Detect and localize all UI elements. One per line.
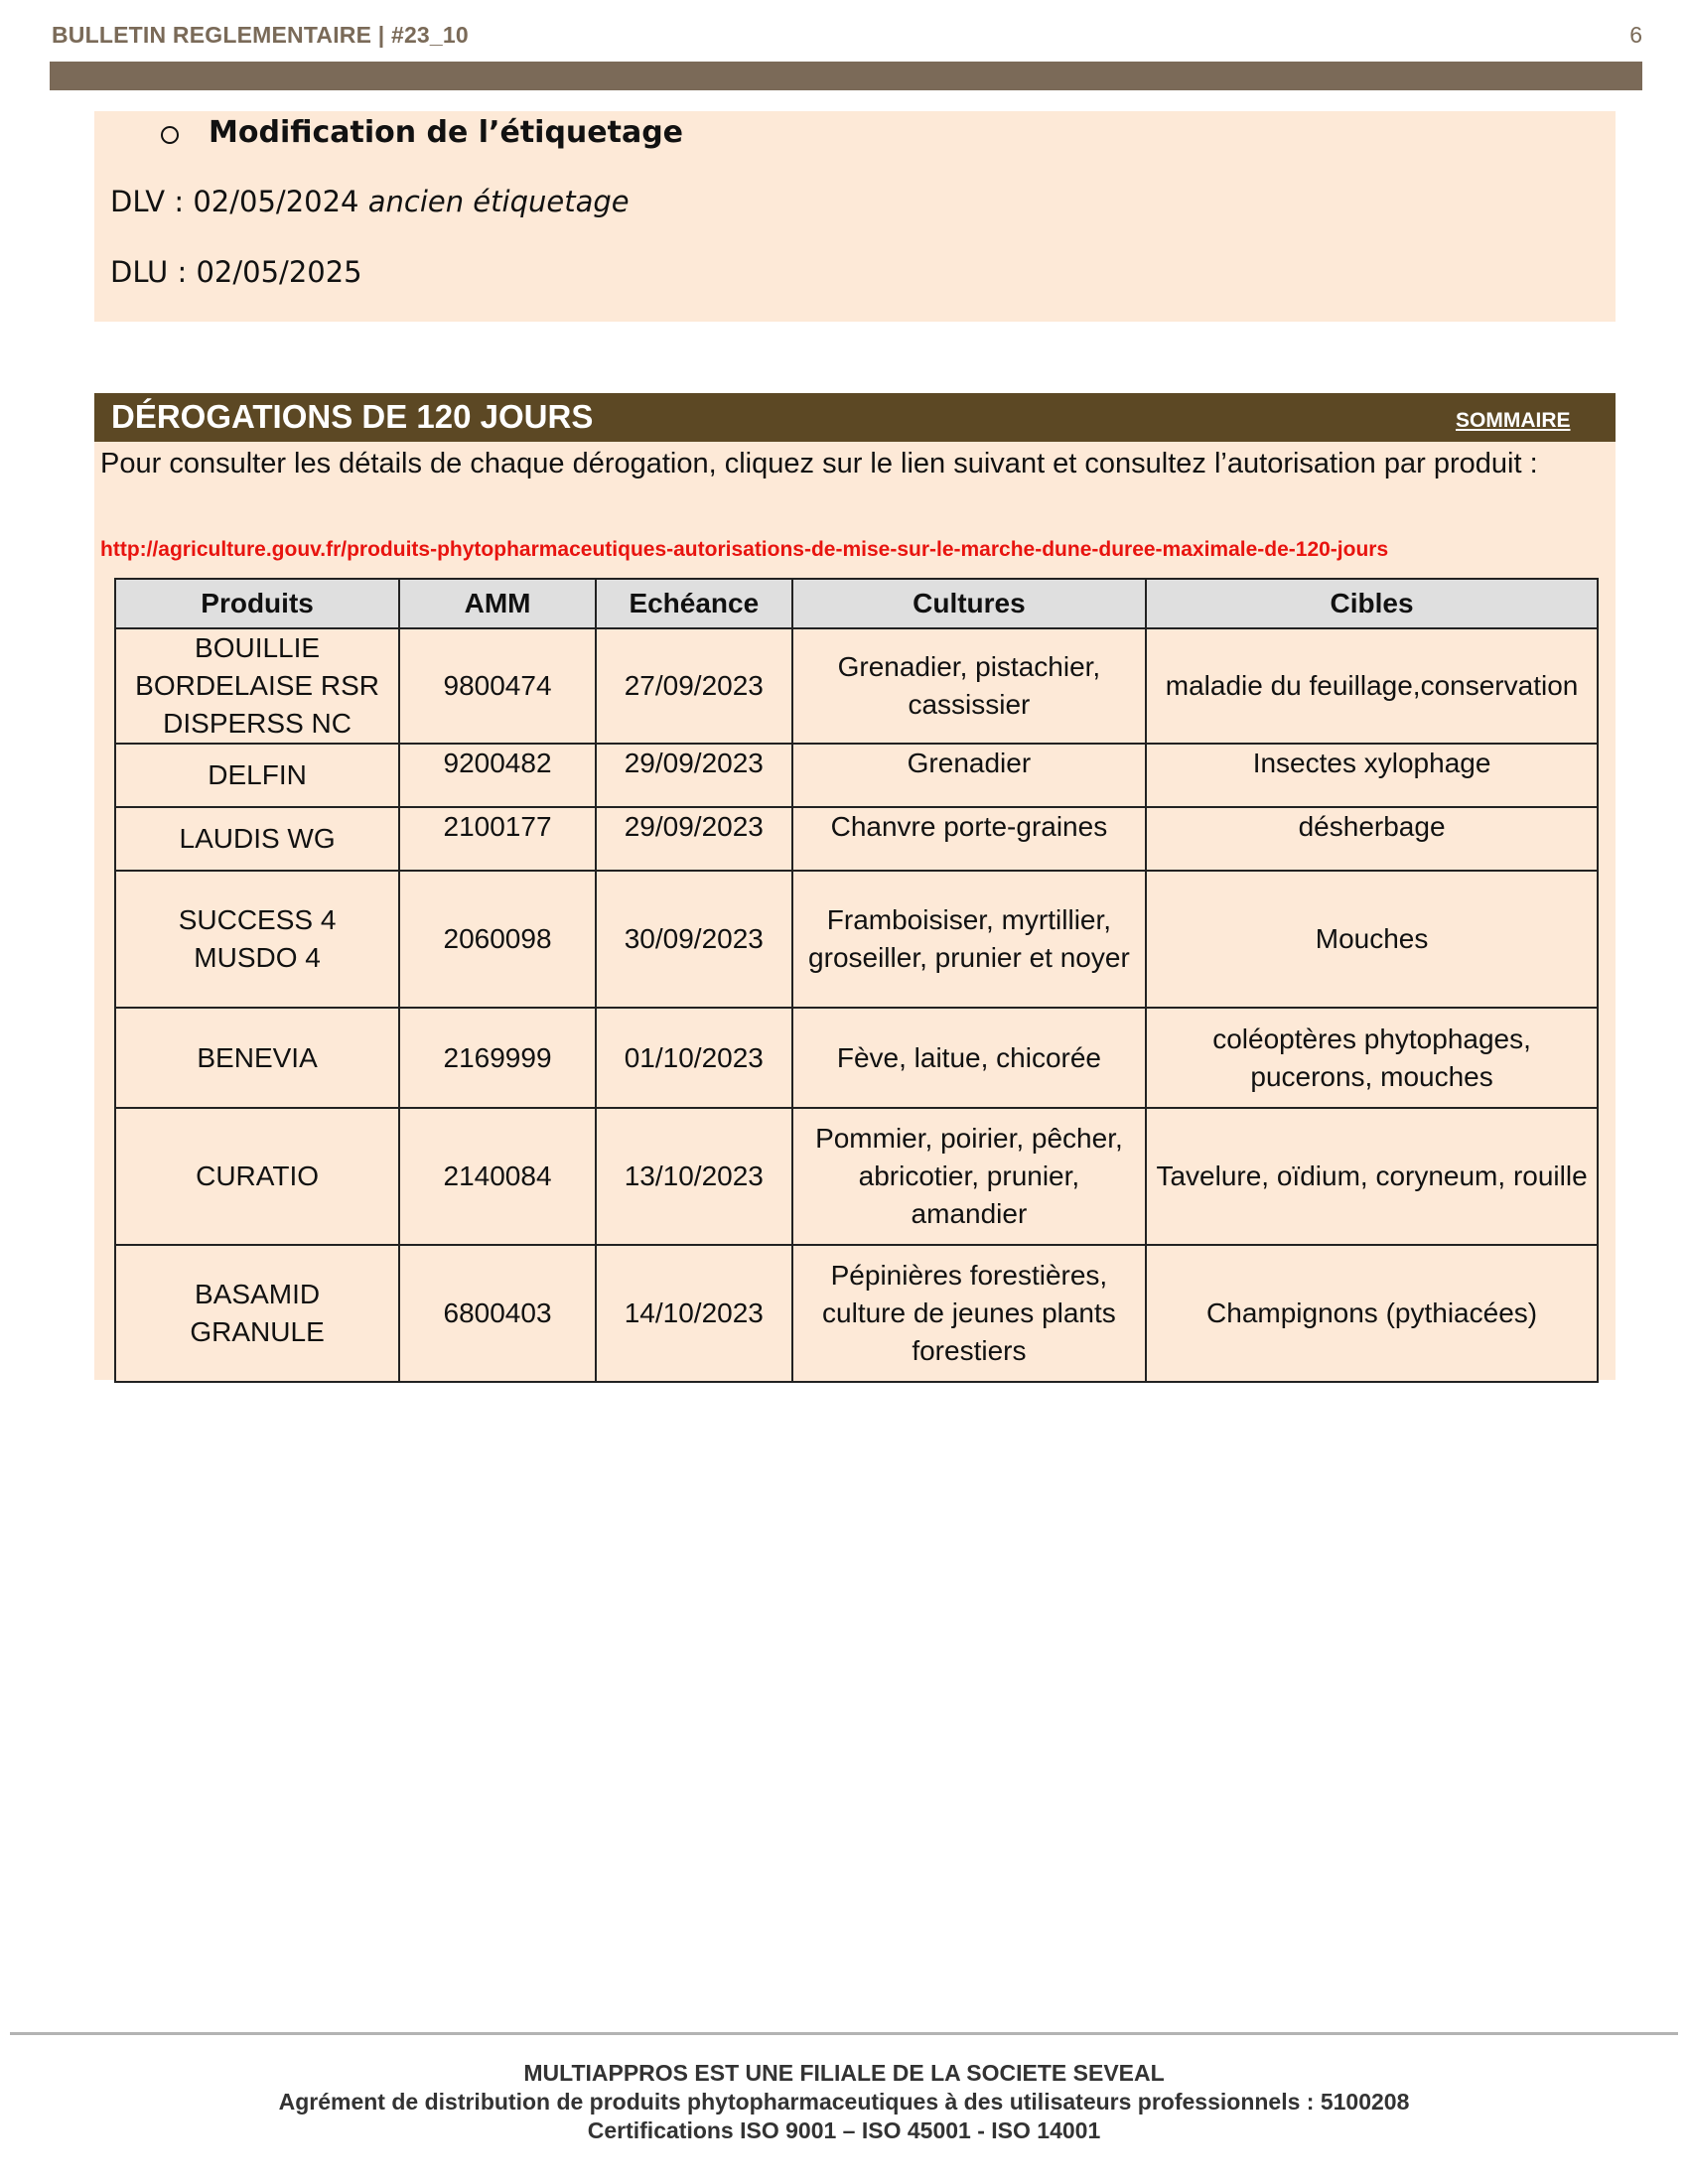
cell-produit: BENEVIA — [115, 1008, 399, 1108]
cell-echeance: 29/09/2023 — [596, 807, 792, 871]
cell-cibles: Insectes xylophage — [1146, 744, 1598, 807]
cell-produit: BASAMID GRANULE — [115, 1245, 399, 1382]
table-row — [115, 807, 1598, 871]
footer-line-certifications: Certifications ISO 9001 – ISO 45001 - ISO 14001 — [587, 2117, 1101, 2143]
circle-bullet-icon — [161, 126, 179, 144]
col-header-echeance: Echéance — [596, 579, 792, 628]
cell-amm: 2140084 — [399, 1108, 596, 1245]
cell-cultures: Grenadier — [792, 744, 1146, 807]
table-row — [115, 1245, 1598, 1382]
table-row — [115, 1108, 1598, 1245]
cell-amm: 6800403 — [399, 1245, 596, 1382]
cell-cibles: désherbage — [1146, 807, 1598, 871]
footer-line-company: MULTIAPPROS EST UNE FILIALE DE LA SOCIETE SEVEAL — [523, 2060, 1165, 2086]
header-bar — [50, 62, 1642, 90]
footer-divider — [10, 2032, 1678, 2035]
cell-cultures: Framboisiser, myrtillier, groseiller, prunier et noyer — [792, 871, 1146, 1008]
section-title: DÉROGATIONS DE 120 JOURS — [111, 398, 594, 435]
dlv-note: ancien étiquetage — [367, 185, 630, 218]
page-number: 6 — [1629, 22, 1642, 48]
cell-produit: SUCCESS 4 MUSDO 4 — [115, 871, 399, 1008]
cell-amm: 9200482 — [399, 744, 596, 807]
dlu-line: DLU : 02/05/2025 — [110, 255, 362, 289]
table-row — [115, 744, 1598, 807]
dlv-value: DLV : 02/05/2024 — [110, 185, 368, 218]
cell-produit: BOUILLIE BORDELAISE RSR DISPERSS NC — [115, 628, 399, 744]
cell-cibles: Champignons (pythiacées) — [1146, 1245, 1598, 1382]
cell-cultures: Grenadier, pistachier, cassissier — [792, 628, 1146, 744]
cell-produit: LAUDIS WG — [115, 807, 399, 871]
col-header-amm: AMM — [399, 579, 596, 628]
table-row — [115, 628, 1598, 744]
footer-line-agrement: Agrément de distribution de produits phytopharmaceutiques à des utilisateurs professionnels : 5100208 — [278, 2089, 1410, 2115]
cell-amm: 2169999 — [399, 1008, 596, 1108]
cell-echeance: 29/09/2023 — [596, 744, 792, 807]
cell-produit: DELFIN — [115, 744, 399, 807]
bulletin-header-title: BULLETIN REGLEMENTAIRE | #23_10 — [52, 22, 469, 48]
sommaire-link[interactable]: SOMMAIRE — [1456, 409, 1571, 432]
cell-cultures: Chanvre porte-graines — [792, 807, 1146, 871]
col-header-produits: Produits — [115, 579, 399, 628]
table-row — [115, 871, 1598, 1008]
cell-amm: 2060098 — [399, 871, 596, 1008]
cell-cibles: Mouches — [1146, 871, 1598, 1008]
cell-cultures: Pépinières forestières, culture de jeunes plants forestiers — [792, 1245, 1146, 1382]
derogations-url-link[interactable]: http://agriculture.gouv.fr/produits-phytopharmaceutiques-autorisations-de-mise-sur-le-marche-dune-duree-maximale-de-120-jours — [100, 538, 1389, 561]
cell-amm: 9800474 — [399, 628, 596, 744]
labelling-bullet — [161, 115, 683, 150]
cell-produit: CURATIO — [115, 1108, 399, 1245]
labelling-bullet-text: Modification de l’étiquetage — [209, 115, 684, 150]
footer — [0, 2059, 1688, 2145]
col-header-cultures: Cultures — [792, 579, 1146, 628]
cell-echeance: 01/10/2023 — [596, 1008, 792, 1108]
cell-cibles: Tavelure, oïdium, coryneum, rouille — [1146, 1108, 1598, 1245]
col-header-cibles: Cibles — [1146, 579, 1598, 628]
dlv-line — [110, 185, 630, 218]
cell-amm: 2100177 — [399, 807, 596, 871]
cell-cultures: Pommier, poirier, pêcher, abricotier, prunier, amandier — [792, 1108, 1146, 1245]
cell-cibles: maladie du feuillage,conservation — [1146, 628, 1598, 744]
table-row — [115, 1008, 1598, 1108]
cell-cultures: Fève, laitue, chicorée — [792, 1008, 1146, 1108]
cell-echeance: 14/10/2023 — [596, 1245, 792, 1382]
cell-echeance: 27/09/2023 — [596, 628, 792, 744]
derogations-table — [114, 578, 1599, 1383]
cell-echeance: 30/09/2023 — [596, 871, 792, 1008]
cell-echeance: 13/10/2023 — [596, 1108, 792, 1245]
intro-text: Pour consulter les détails de chaque dérogation, cliquez sur le lien suivant et consultez l’autorisation par produit : — [100, 448, 1538, 479]
cell-cibles: coléoptères phytophages, pucerons, mouches — [1146, 1008, 1598, 1108]
table-header-row — [115, 579, 1598, 628]
